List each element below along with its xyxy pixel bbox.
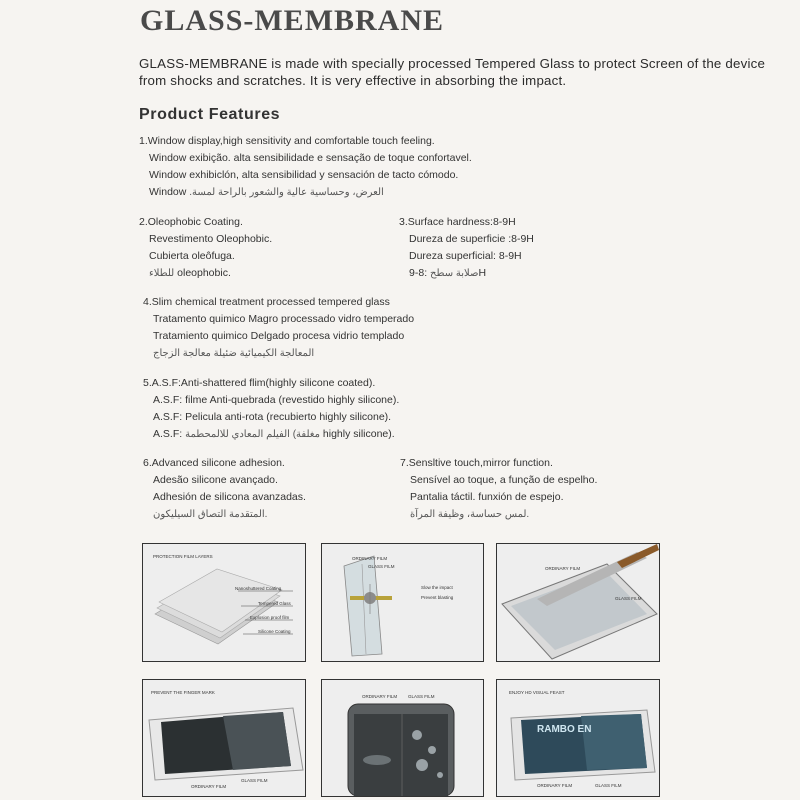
panel-hd-visual-tag2: GLASS FILM: [595, 783, 622, 788]
feature-1-es: Window exhibiclón, alta sensibilidad y sensación de tacto cómodo.: [149, 169, 459, 181]
feature-7: [400, 455, 597, 523]
feature-4-pt: Tratamento quimico Magro processado vidro temperado: [153, 313, 415, 325]
feature-1-pt: Window exibição. alta sensibilidade e sensação de toque confortavel.: [149, 152, 472, 164]
feature-1-ar: [139, 184, 472, 201]
panel-finger-mark-tag2: GLASS FILM: [241, 778, 268, 783]
panel-finger-mark: [142, 679, 306, 797]
film-layer-label: Silicone Coating: [258, 629, 291, 634]
feature-3-pt: Dureza de superficie :8-9H: [409, 233, 534, 245]
feature-7-es: Pantalia táctil. funxión de espejo.: [410, 491, 564, 503]
panel-water-tag2: GLASS FILM: [408, 694, 435, 699]
feature-2-ar-suffix: oleophobic.: [177, 267, 231, 279]
feature-6-ar-text: المتقدمة التصاق السيليكون.: [153, 509, 268, 520]
panel-impact-tag: ORDINARY FILM: [352, 556, 388, 561]
panel-water: [321, 679, 484, 797]
panel-hd-visual: [496, 679, 660, 797]
feature-2-en: 2.Oleophobic Coating.: [139, 216, 243, 228]
feature-5-ar-suffix: highly silicone).: [322, 428, 395, 440]
feature-5-en: 5.A.S.F:Anti-shattered flim(highly silicone coated).: [143, 377, 376, 389]
feature-1-ar-text: العرض، وحساسية عالية والشعور بالراحة لمسة.: [189, 187, 384, 198]
finger-mark-illustration: [143, 680, 305, 796]
feature-5-es: A.S.F: Pelicula anti-rota (recubierto highly silicone).: [153, 411, 392, 423]
impact-illustration: [322, 544, 483, 661]
feature-4-ar: [143, 345, 414, 362]
feature-3: [399, 214, 534, 282]
film-layer-label: Nanoshuttered Coating: [235, 586, 282, 591]
feature-7-pt: Sensível ao toque, a função de espelho.: [410, 474, 598, 486]
feature-4-es: Tratamiento quimico Delgado procesa vidrio templado: [153, 330, 405, 342]
feature-3-ar: [399, 265, 534, 282]
feature-6: [143, 455, 306, 523]
feature-2-ar: [139, 265, 272, 282]
panel-film-layers-header: PROTECTION FILM LAYERS: [153, 554, 213, 559]
intro-paragraph: GLASS-MEMBRANE is made with specially processed Tempered Glass to protect Screen of the device from shocks and scratches. It is very effective in absorbing the impact.: [139, 56, 766, 88]
feature-5-ar-text: الفيلم المعادي للالمحطمة (مغلفة: [185, 429, 320, 440]
panel-impact-tag2: GLASS FILM: [368, 564, 395, 569]
water-drops-illustration: [322, 680, 483, 796]
panel-water-tag: ORDINARY FILM: [362, 694, 398, 699]
panel-hd-visual-header: ENJOY HD VISUAL FEAST: [509, 690, 565, 695]
hd-visual-illustration: [497, 680, 659, 796]
panel-hd-visual-screen-text: RAMBO EN: [537, 724, 592, 735]
film-layer-label: Explosion proof film: [250, 615, 290, 620]
feature-3-en: 3.Surface hardness:8-9H: [399, 216, 516, 228]
feature-5: [143, 375, 399, 443]
panel-scratch-tag2: GLASS FILM: [615, 596, 642, 601]
feature-2-es: Cubierta oleôfuga.: [149, 250, 235, 262]
feature-5-ar-prefix: A.S.F:: [153, 428, 183, 440]
panel-finger-mark-header: PREVENT THE FINGER MARK: [151, 690, 215, 695]
feature-7-ar-text: لمس حساسة، وظيفة المرآة.: [410, 509, 530, 520]
features-heading: Product Features: [139, 106, 281, 123]
feature-3-ar-suffix: :8-9H: [409, 267, 487, 279]
panel-film-layers: [142, 543, 306, 662]
panel-impact-line1: Slow the impact: [421, 585, 453, 590]
feature-2: [139, 214, 272, 282]
feature-1-en: 1.Window display,high sensitivity and comfortable touch feeling.: [139, 135, 435, 147]
feature-5-ar: [143, 426, 399, 443]
feature-4-en: 4.Slim chemical treatment processed tempered glass: [143, 296, 390, 308]
feature-1: [139, 133, 472, 201]
film-layer-label: Tempered Glass: [258, 601, 291, 606]
feature-7-ar: [400, 506, 597, 523]
feature-6-en: 6.Advanced silicone adhesion.: [143, 457, 285, 469]
panel-scratch-tag: ORDINARY FILM: [545, 566, 581, 571]
feature-2-ar-text: للطلاء: [149, 268, 175, 279]
panel-hd-visual-tag: ORDINARY FILM: [537, 783, 573, 788]
panel-scratch: [496, 543, 660, 662]
feature-1-ar-prefix: Window: [149, 186, 187, 198]
feature-4: [143, 294, 414, 362]
feature-5-pt: A.S.F: filme Anti-quebrada (revestido highly silicone).: [153, 394, 400, 406]
panel-impact-line2: Prevent blasting: [421, 595, 454, 600]
feature-4-ar-text: المعالجة الكيميائية ضئيلة معالجة الزجاج: [153, 348, 315, 359]
feature-7-en: 7.Sensltive touch,mirror function.: [400, 457, 553, 469]
feature-2-pt: Revestimento Oleophobic.: [149, 233, 273, 245]
scratch-illustration: [497, 544, 659, 661]
feature-3-ar-text: صلابة سطح: [430, 268, 479, 279]
feature-6-ar: [143, 506, 306, 523]
panel-impact: [321, 543, 484, 662]
panel-finger-mark-tag: ORDINARY FILM: [191, 784, 227, 789]
feature-3-es: Dureza superficial: 8-9H: [409, 250, 522, 262]
feature-6-pt: Adesão silicone avançado.: [153, 474, 278, 486]
page-title: GLASS-MEMBRANE: [140, 4, 445, 37]
feature-6-es: Adhesión de silicona avanzadas.: [153, 491, 306, 503]
